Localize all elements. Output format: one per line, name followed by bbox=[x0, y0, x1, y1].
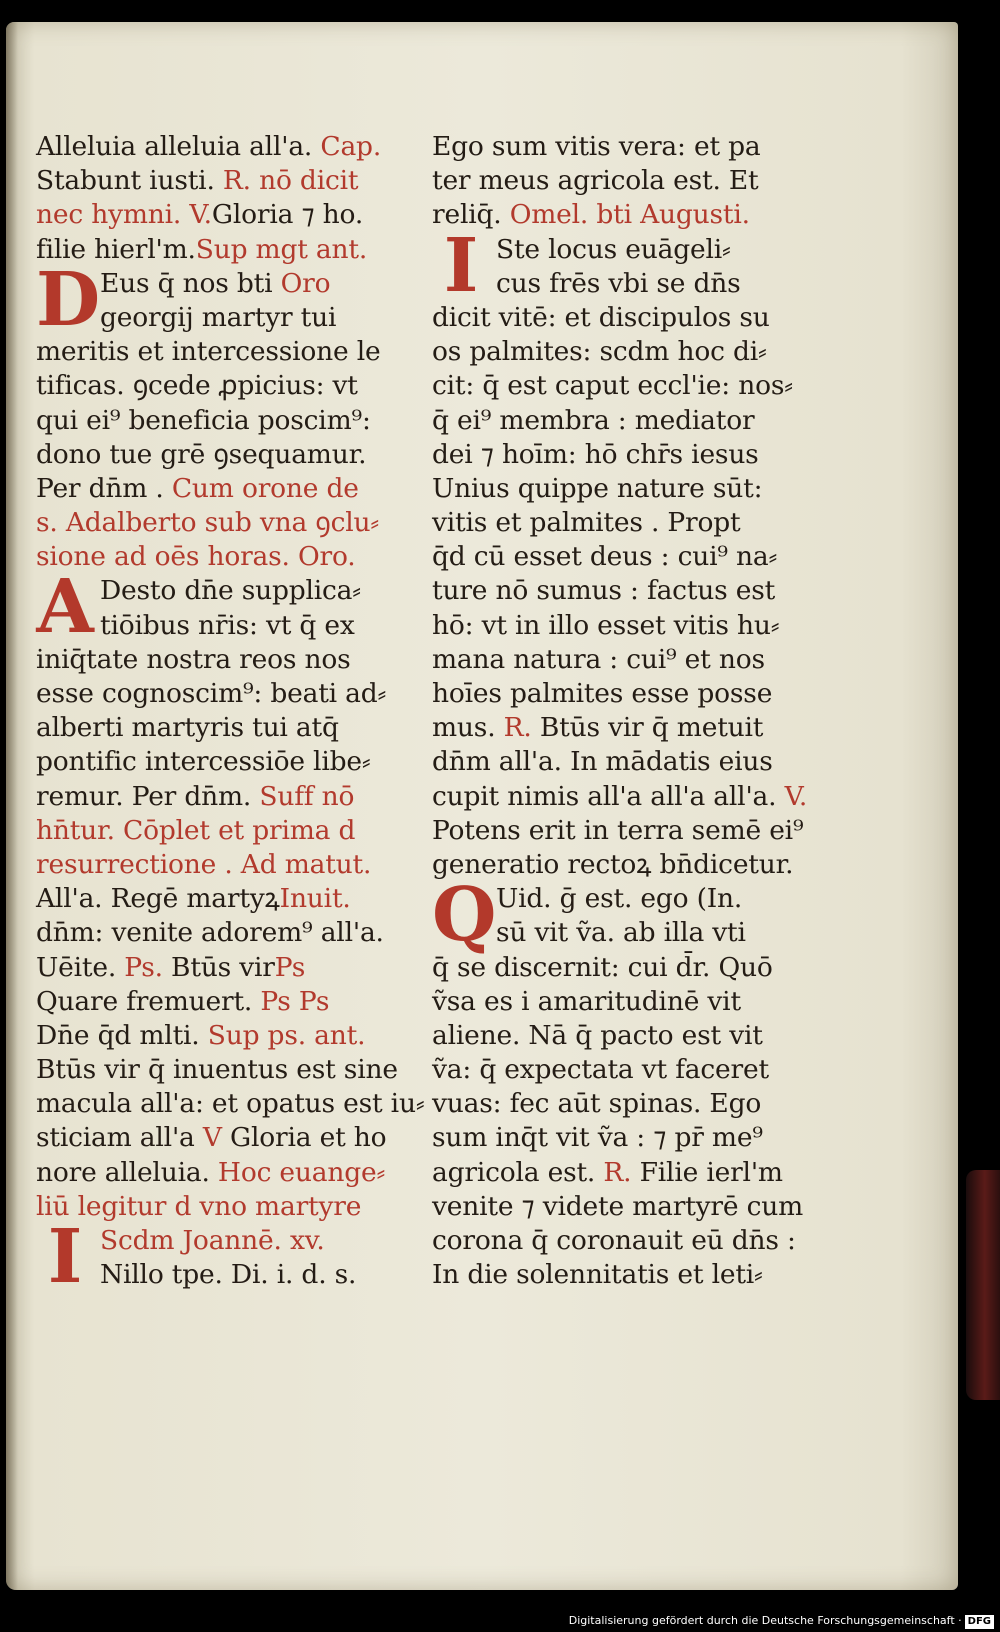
body-text: qui ei⁹ beneficia poscim⁹: bbox=[36, 404, 371, 436]
text-line bbox=[432, 472, 802, 506]
text-line bbox=[432, 574, 802, 608]
body-text: Btūs vir q̄ metuit bbox=[539, 712, 764, 744]
body-text: Ego sum vitis vera: et pa bbox=[432, 131, 761, 162]
body-text: os palmites: scdm hoc di⸗ bbox=[432, 336, 767, 368]
text-line bbox=[432, 1156, 802, 1190]
text-line bbox=[432, 1121, 802, 1155]
text-line bbox=[36, 233, 406, 267]
rubric-text: R. bbox=[503, 712, 540, 744]
text-line bbox=[432, 1190, 802, 1224]
rubric-text: resurrectione . Ad matut. bbox=[36, 848, 372, 880]
drop-initial: A bbox=[36, 564, 94, 651]
drop-initial: I bbox=[443, 222, 479, 309]
body-text: Alleluia alleluia all'a. bbox=[36, 131, 321, 162]
body-text: alberti martyris tui atq̄ bbox=[36, 712, 339, 744]
body-text: mana natura : cui⁹ et nos bbox=[432, 643, 765, 675]
rubric-text: Ps. bbox=[124, 951, 172, 983]
rubric-text: Scdm Joannē. xv. bbox=[100, 1225, 325, 1256]
text-line bbox=[432, 438, 802, 472]
body-text: Unius quippe nature sūt: bbox=[432, 472, 763, 504]
text-line bbox=[36, 848, 406, 882]
body-text: sum inq̄t vit ṽa : ⁊ pr̄ me⁹ bbox=[432, 1122, 763, 1154]
text-line bbox=[36, 745, 406, 779]
body-text: Gloria ⁊ ho. bbox=[211, 199, 364, 231]
body-text: ṽsa es i amaritudinē vit bbox=[432, 985, 741, 1017]
text-line bbox=[36, 404, 406, 438]
text-line bbox=[36, 335, 406, 369]
text-line bbox=[36, 1156, 406, 1190]
body-text: q̄ ei⁹ membra : mediator bbox=[432, 404, 755, 436]
footer-credit-text: Digitalisierung gefördert durch die Deutsche Forschungsgemeinschaft · bbox=[568, 1614, 962, 1627]
rubric-text: V bbox=[202, 1122, 231, 1154]
body-text: Uid. ḡ est. ego (In. bbox=[496, 883, 743, 915]
text-line bbox=[432, 848, 802, 882]
text-line bbox=[36, 814, 406, 848]
body-text: nore alleluia. bbox=[36, 1156, 218, 1188]
rubric-text: R. bbox=[603, 1156, 640, 1188]
rubric-text: Ps bbox=[274, 951, 306, 983]
body-text: Dn̄e q̄d mlti. bbox=[36, 1019, 208, 1051]
rubric-text: Ps bbox=[260, 985, 299, 1017]
body-text: dicit vitē: et discipulos su bbox=[432, 301, 770, 333]
body-text: filie hierl'm. bbox=[36, 233, 196, 265]
text-line bbox=[432, 1019, 802, 1053]
text-line bbox=[432, 711, 802, 745]
rubric-text: Inuit. bbox=[279, 883, 351, 915]
drop-initial: I bbox=[47, 1214, 83, 1300]
left-text-column bbox=[36, 130, 425, 1300]
rubric-text: Sup mgt ant. bbox=[195, 233, 368, 265]
text-line bbox=[432, 677, 802, 711]
drop-initial: D bbox=[36, 256, 100, 343]
rubric-text: Cap. bbox=[320, 131, 382, 162]
text-line bbox=[36, 882, 406, 916]
body-text: cus frēs vbi se dn̄s bbox=[496, 267, 741, 299]
body-text: cupit nimis all'a all'a all'a. bbox=[432, 780, 785, 812]
text-line bbox=[432, 1224, 802, 1258]
text-line bbox=[36, 1121, 406, 1155]
body-text: pontific intercessiōe libe⸗ bbox=[36, 746, 371, 778]
text-line bbox=[36, 985, 406, 1019]
text-line bbox=[432, 780, 808, 814]
rubric-text: s. Adalberto sub vna ꝯclu⸗ bbox=[36, 507, 380, 539]
text-line bbox=[36, 951, 406, 985]
rubric-text: hn̄tur. Cōplet et prima d bbox=[36, 814, 356, 846]
body-text: Desto dn̄e supplica⸗ bbox=[100, 575, 361, 607]
body-text: sticiam all'a bbox=[36, 1122, 203, 1154]
drop-initial: Q bbox=[432, 872, 497, 959]
body-text: q̄ se discernit: cui d̄r. Quō bbox=[432, 951, 773, 983]
footer-credit bbox=[569, 1612, 994, 1630]
text-line bbox=[36, 643, 406, 677]
text-line bbox=[432, 198, 802, 232]
text-line bbox=[432, 814, 802, 848]
text-line bbox=[432, 609, 802, 643]
body-text: mus. bbox=[432, 712, 504, 744]
text-line bbox=[432, 369, 802, 403]
body-text: dono tue grē ꝯsequamur. bbox=[36, 438, 367, 470]
text-line bbox=[36, 369, 406, 403]
text-line bbox=[36, 916, 406, 950]
body-text: Uēite. bbox=[36, 951, 125, 983]
rubric-text: R. nō dicit bbox=[222, 165, 359, 197]
text-line bbox=[432, 335, 802, 369]
body-text: Nillo tpe. Di. i. d. s. bbox=[100, 1259, 357, 1291]
text-line bbox=[432, 164, 802, 198]
body-text: sū vit ṽa. ab illa vti bbox=[496, 917, 746, 949]
text-line bbox=[432, 301, 802, 335]
dfg-logo: DFG bbox=[965, 1615, 994, 1629]
body-text: aliene. Nā q̄ pacto est vit bbox=[432, 1019, 763, 1051]
body-text: remur. Per dn̄m. bbox=[36, 780, 260, 812]
text-line bbox=[432, 540, 802, 574]
body-text: dn̄m all'a. In mādatis eius bbox=[432, 746, 773, 778]
text-line bbox=[432, 130, 802, 164]
rubric-text: liū legitur d vno martyre bbox=[36, 1190, 362, 1222]
body-text: macula all'a: et opatus est iu⸗ bbox=[36, 1088, 425, 1120]
text-line bbox=[36, 711, 406, 745]
body-text: hō: vt in illo esset vitis hu⸗ bbox=[432, 609, 780, 641]
rubric-text: Suff nō bbox=[259, 780, 355, 812]
body-text: iniq̄tate nostra reos nos bbox=[36, 643, 351, 675]
body-text: vitis et palmites . Propt bbox=[432, 507, 741, 539]
text-line bbox=[36, 540, 406, 574]
text-line bbox=[36, 1190, 406, 1224]
rubric-text: sione ad oēs horas. Oro. bbox=[36, 541, 356, 573]
body-text: q̄d cū esset deus : cui⁹ na⸗ bbox=[432, 541, 778, 573]
text-line bbox=[36, 677, 406, 711]
text-line bbox=[432, 1258, 802, 1292]
body-text: Quare fremuert. bbox=[36, 985, 261, 1017]
body-text: Gloria et ho bbox=[230, 1122, 387, 1154]
body-text: reliq̄. bbox=[432, 199, 510, 231]
text-line bbox=[432, 643, 802, 677]
rubric-text: Ps bbox=[298, 985, 330, 1017]
page-edge-shadow bbox=[6, 22, 18, 1590]
body-text: In die solennitatis et leti⸗ bbox=[432, 1259, 763, 1291]
text-line bbox=[36, 1019, 406, 1053]
body-text: dn̄m: venite adorem⁹ all'a. bbox=[36, 917, 384, 949]
body-text: tificas. ꝯcede ꝓpicius: vt bbox=[36, 370, 358, 402]
body-text: All'a. Regē martyꝝ bbox=[36, 883, 280, 915]
body-text: dei ⁊ hoīm: hō chr̄s iesus bbox=[432, 438, 759, 470]
rubric-text: Oro bbox=[280, 267, 331, 299]
body-text: cit: q̄ est caput eccl'ie: nos⸗ bbox=[432, 370, 793, 402]
body-text: tiōibus nr̄is: vt q̄ ex bbox=[100, 609, 355, 641]
body-text: venite ⁊ videte martyrē cum bbox=[432, 1190, 804, 1222]
body-text: Eus q̄ nos bti bbox=[100, 267, 281, 299]
body-text: ṽa: q̄ expectata vt faceret bbox=[432, 1054, 769, 1086]
body-text: generatio rectoꝝ bn̄dicetur. bbox=[432, 848, 794, 880]
rubric-text: Hoc euange⸗ bbox=[217, 1156, 386, 1188]
text-line bbox=[432, 745, 802, 779]
body-text: esse cognoscim⁹: beati ad⸗ bbox=[36, 678, 387, 709]
body-text: Per dn̄m . bbox=[36, 472, 172, 504]
body-text: agricola est. bbox=[432, 1156, 604, 1188]
text-line bbox=[36, 130, 406, 164]
text-line bbox=[36, 780, 406, 814]
text-line bbox=[36, 506, 406, 540]
text-line bbox=[36, 198, 406, 232]
body-text: Btūs vir q̄ inuentus est sine bbox=[36, 1054, 398, 1086]
text-line bbox=[432, 1087, 802, 1121]
body-text: meritis et intercessione le bbox=[36, 336, 381, 368]
text-line bbox=[432, 404, 802, 438]
text-line bbox=[36, 1053, 406, 1087]
rubric-text: nec hymni. V. bbox=[36, 199, 212, 231]
body-text: hoīes palmites esse posse bbox=[432, 678, 773, 709]
body-text: Filie ierl'm bbox=[639, 1156, 783, 1188]
body-text: Btūs vir bbox=[171, 951, 275, 983]
body-text: vuas: fec aūt spinas. Ego bbox=[432, 1088, 762, 1120]
right-text-column bbox=[432, 130, 808, 1292]
text-line bbox=[36, 472, 406, 506]
rubric-text: Sup ps. ant. bbox=[207, 1019, 366, 1051]
text-line bbox=[36, 438, 406, 472]
text-line bbox=[432, 506, 802, 540]
body-text: Potens erit in terra semē ei⁹ bbox=[432, 814, 804, 846]
body-text: georgij martyr tui bbox=[100, 301, 337, 333]
rubric-text: V. bbox=[784, 780, 808, 812]
body-text: Stabunt iusti. bbox=[36, 165, 223, 197]
text-line bbox=[36, 164, 406, 198]
body-text: ture nō sumus : factus est bbox=[432, 575, 776, 607]
rubric-text: Omel. bti Augusti. bbox=[509, 199, 750, 231]
body-text: ter meus agricola est. Et bbox=[432, 165, 759, 197]
body-text: corona q̄ coronauit eū dn̄s : bbox=[432, 1225, 796, 1256]
text-line bbox=[432, 951, 802, 985]
binding-edge bbox=[966, 1170, 1000, 1400]
text-line bbox=[432, 985, 802, 1019]
rubric-text: Cum orone de bbox=[171, 472, 359, 504]
body-text: Ste locus euāgeli⸗ bbox=[496, 233, 731, 265]
text-line bbox=[432, 1053, 802, 1087]
text-line bbox=[36, 1087, 425, 1121]
